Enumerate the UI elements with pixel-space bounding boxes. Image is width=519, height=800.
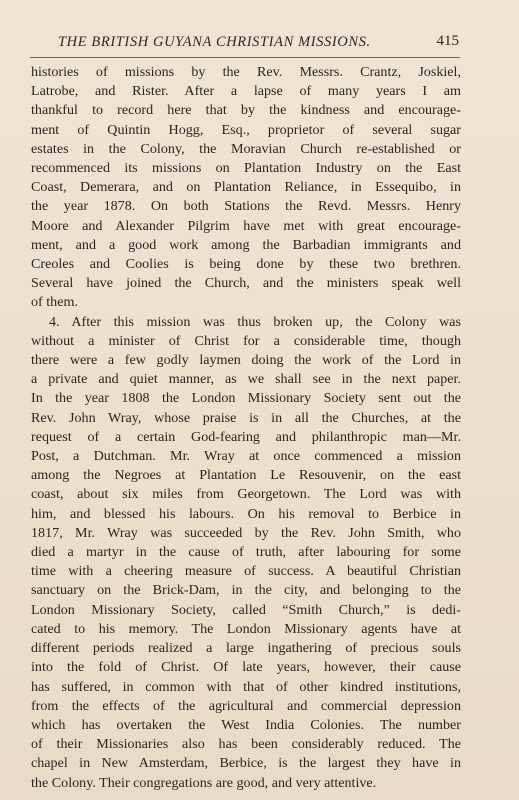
text-line: ment of Quintin Hogg, Esq., proprietor of several sugar [31,121,461,138]
text-line: Rev. John Wray, whose praise is in all the Churches, at the [31,409,461,426]
text-line: among the Negroes at Plantation Le Resouvenir, on the east [31,467,461,484]
text-line: histories of missions by the Rev. Messrs. Crantz, Joskiel, [31,64,461,80]
text-line: of their Missionaries also has been considerably reduced. The [31,736,461,753]
text-line: without a minister of Christ for a considerable time, though [31,332,461,349]
text-line: into the fold of Christ. Of late years, however, their cause [31,659,461,676]
text-line: coast, about six miles from Georgetown. The Lord was with [31,486,461,503]
text-line: of them. [31,294,78,311]
body-text [31,63,461,793]
text-line: Coast, Demerara, and on Plantation Reliance, in Essequibo, in [31,179,461,196]
text-line: chapel in New Amsterdam, Berbice, is the largest they have in [31,755,461,772]
text-line: different periods realized a large ingathering of precious souls [31,640,461,657]
header-rule [30,57,460,58]
text-line: which has overtaken the West India Colonies. The number [31,716,461,733]
paragraph-1 [31,63,461,313]
text-line: Latrobe, and Rister. After a lapse of many years I am [31,83,461,100]
text-line: 4. After this mission was thus broken up, the Colony was [49,313,461,330]
text-line: has suffered, in common with that of other kindred institutions, [31,678,461,695]
text-line: time with a cheering measure of success. A beautiful Christian [31,563,461,580]
text-line: there were a few godly laymen doing the work of the Lord in [31,352,461,369]
text-line: died a martyr in the cause of truth, after labouring for some [31,544,461,561]
text-line: ment, and a good work among the Barbadian immigrants and [31,236,461,253]
text-line: him, and blessed his labours. On his removal to Berbice in [31,505,461,522]
running-header-title: THE BRITISH GUYANA CHRISTIAN MISSIONS. [58,34,371,50]
text-line: Post, a Dutchman. Mr. Wray at once commenced a mission [31,448,461,465]
text-line: request of a certain God-fearing and philanthropic man—Mr. [31,428,461,445]
text-line: cated to his memory. The London Missionary agents have at [31,620,461,637]
text-line: Creoles and Coolies is being done by these two brethren. [31,256,461,273]
paragraph-2 [31,313,461,793]
text-line: a private and quiet manner, as we shall see in the next paper. [31,371,461,388]
page-number: 415 [436,33,459,49]
text-line: sanctuary on the Brick-Dam, in the city, and belonging to the [31,582,461,599]
text-line: Moore and Alexander Pilgrim have met with great encourage- [31,217,461,234]
text-line: Several have joined the Church, and the ministers speak well [31,275,461,292]
text-line: estates in the Colony, the Moravian Church re-established or [31,140,461,157]
text-line: London Missionary Society, called “Smith Church,” is dedi- [31,601,461,618]
text-line: thankful to record here that by the kindness and encourage- [31,102,461,119]
text-line: In the year 1808 the London Missionary Society sent out the [31,390,461,407]
text-line: the Colony. Their congregations are good, and very attentive. [31,774,377,791]
text-line: 1817, Mr. Wray was succeeded by the Rev. John Smith, who [31,524,461,541]
text-line: the year 1878. On both Stations the Revd. Messrs. Henry [31,198,461,215]
text-line: from the effects of the agricultural and commercial depression [31,697,461,714]
text-line: recommenced its missions on Plantation Industry on the East [31,160,461,177]
